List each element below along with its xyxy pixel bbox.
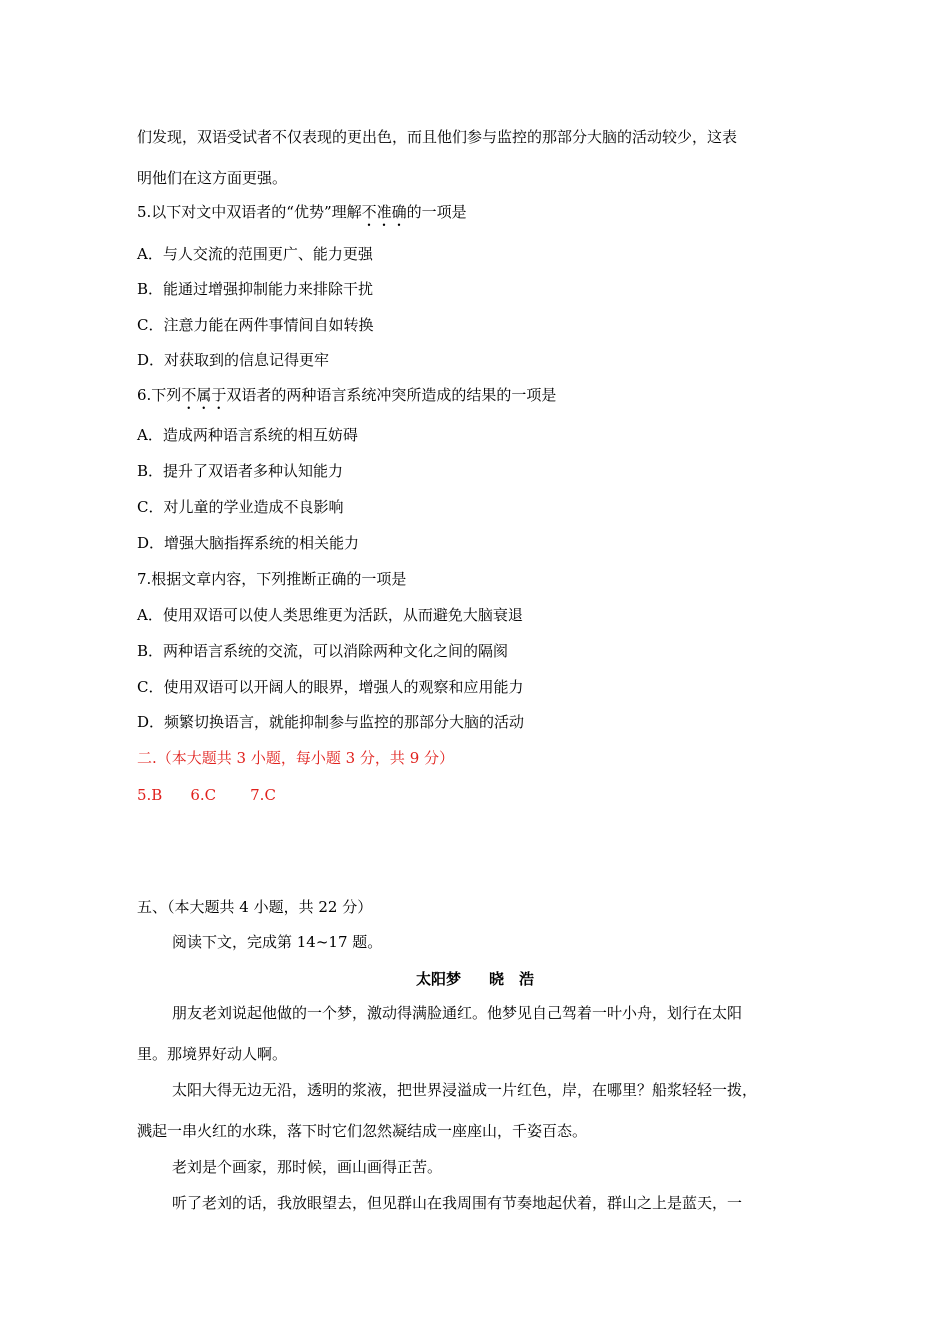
answer-header: 二.（本大题共 3 小题，每小题 3 分，共 9 分） [137, 749, 455, 767]
option-b: B．提升了双语者多种认知能力 [137, 462, 344, 480]
paragraph-line: 太阳大得无边无沿，透明的浆液，把世界浸溢成一片红色，岸，在哪里？船浆轻轻一拨， [172, 1081, 758, 1099]
emphasis-text: 不属于 [181, 386, 227, 404]
option-d: D．频繁切换语言，就能抑制参与监控的那部分大脑的活动 [137, 713, 525, 731]
option-c: C．注意力能在两件事情间自如转换 [137, 316, 374, 334]
question-7-stem: 7.根据文章内容，下列推断正确的一项是 [137, 570, 407, 588]
article-title-line [0, 968, 950, 989]
stem-text: 5.以下对文中双语者的“优势”理解 [137, 203, 362, 221]
emphasis-text: 不准确 [361, 203, 407, 221]
answer-7: 7.C [250, 786, 276, 804]
stem-text: 的一项是 [406, 203, 467, 221]
paragraph-line: 里。那境界好动人啊。 [137, 1045, 288, 1063]
answer-key [137, 785, 276, 805]
option-d: D．对获取到的信息记得更牢 [137, 351, 330, 369]
section-header: 五、（本大题共 4 小题，共 22 分） [137, 898, 373, 916]
option-c: C．使用双语可以开阔人的眼界，增强人的观察和应用能力 [137, 678, 524, 696]
paragraph-line: 老刘是个画家，那时候，画山画得正苦。 [172, 1158, 443, 1176]
paragraph-line: 溅起一串火红的水珠，落下时它们忽然凝结成一座座山，千姿百态。 [137, 1122, 588, 1140]
stem-text: 双语者的两种语言系统冲突所造成的结果的一项是 [226, 386, 557, 404]
article-title: 太阳梦 [415, 970, 461, 988]
passage-line: 们发现，双语受试者不仅表现的更出色，而且他们参与监控的那部分大脑的活动较少，这表 [137, 128, 738, 146]
option-d: D．增强大脑指挥系统的相关能力 [137, 534, 360, 552]
paragraph-line: 朋友老刘说起他做的一个梦，激动得满脸通红。他梦见自己驾着一叶小舟，划行在太阳 [172, 1004, 743, 1022]
answer-6: 6.C [190, 786, 217, 804]
option-b: B．两种语言系统的交流，可以消除两种文化之间的隔阂 [137, 642, 509, 660]
article-author: 晓 浩 [489, 970, 535, 988]
reading-instruction: 阅读下文，完成第 14~17 题。 [172, 933, 383, 951]
option-a: A．造成两种语言系统的相互妨碍 [137, 426, 358, 444]
option-c: C．对儿童的学业造成不良影响 [137, 498, 344, 516]
question-6-stem [137, 385, 556, 413]
question-5-stem [137, 202, 467, 230]
option-b: B．能通过增强抑制能力来排除干扰 [137, 280, 374, 298]
passage-line: 明他们在这方面更强。 [137, 169, 288, 187]
option-a: A．使用双语可以使人类思维更为活跃，从而避免大脑衰退 [137, 606, 523, 624]
paragraph-line: 听了老刘的话，我放眼望去，但见群山在我周围有节奏地起伏着，群山之上是蓝天，一 [172, 1194, 743, 1212]
answer-5: 5.B [137, 786, 163, 804]
option-a: A．与人交流的范围更广、能力更强 [137, 245, 373, 263]
stem-text: 6.下列 [137, 386, 182, 404]
